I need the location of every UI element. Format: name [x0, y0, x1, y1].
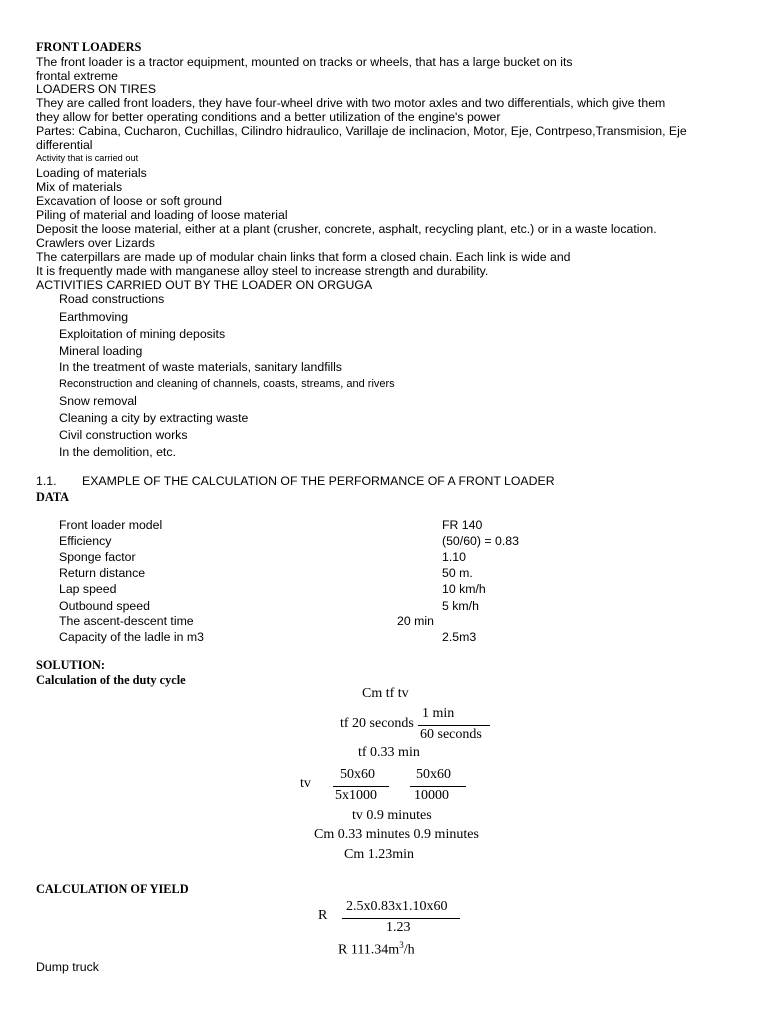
data-row-value: FR 140 [442, 518, 483, 532]
equation-tv-left: tv [300, 776, 311, 791]
orguga-heading: ACTIVITIES CARRIED OUT BY THE LOADER ON ORGUGA [36, 278, 373, 292]
equation-tv-result: tv 0.9 minutes [352, 808, 432, 823]
list-item: Mineral loading [59, 344, 143, 358]
data-row-label: Return distance [59, 566, 146, 580]
equation-yield-left: R [318, 908, 328, 923]
activity-line: Crawlers over Lizards [36, 236, 155, 250]
equation-cm-sum: Cm 0.33 minutes 0.9 minutes [314, 827, 479, 842]
equation-tv-numerator-1: 50x60 [340, 767, 375, 782]
equation-tf-denominator: 60 seconds [420, 727, 482, 742]
data-row-value: 50 m. [442, 566, 473, 580]
list-item: Exploitation of mining deposits [59, 327, 226, 341]
data-row-value: 20 min [397, 614, 434, 628]
list-item: Snow removal [59, 394, 137, 408]
data-row-label: Outbound speed [59, 599, 150, 613]
data-row-label: Efficiency [59, 534, 112, 548]
section-title: EXAMPLE OF THE CALCULATION OF THE PERFORMANCE OF A FRONT LOADER [82, 474, 555, 488]
list-item: Civil construction works [59, 428, 188, 442]
data-row-value: 2.5m3 [442, 630, 477, 644]
equation-tv-denominator-2: 10000 [414, 788, 449, 803]
data-row-label: The ascent-descent time [59, 614, 194, 628]
fraction-bar [333, 786, 389, 787]
equation-yield-result: R $111.34m^3/h$ [338, 940, 415, 958]
intro-line: differential [36, 138, 93, 152]
data-row-value: 1.10 [442, 550, 466, 564]
equation-tf-result: tf 0.33 min [358, 745, 420, 760]
footer-text: Dump truck [36, 960, 99, 974]
subheading-loaders-on-tires: LOADERS ON TIRES [36, 82, 157, 96]
list-item: In the treatment of waste materials, sanitary landfills [59, 360, 342, 374]
activity-line: Piling of material and loading of loose material [36, 208, 288, 222]
fraction-bar [410, 786, 466, 787]
data-row-label: Front loader model [59, 518, 163, 532]
intro-line: they allow for better operating conditions and a better utilization of the engine's power [36, 110, 501, 124]
data-row-label: Capacity of the ladle in m3 [59, 630, 204, 644]
activity-line: It is frequently made with manganese alloy steel to increase strength and durability. [36, 264, 489, 278]
intro-line: They are called front loaders, they have four-wheel drive with two motor axles and two differentials, which give them [36, 96, 666, 110]
intro-line: frontal extreme [36, 69, 119, 83]
activity-line: Excavation of loose or soft ground [36, 194, 222, 208]
list-item: Cleaning a city by extracting waste [59, 411, 249, 425]
fraction-bar [418, 725, 490, 726]
yield-heading: CALCULATION OF YIELD [36, 882, 189, 896]
list-item: Reconstruction and cleaning of channels, coasts, streams, and rivers [59, 378, 395, 390]
equation-cm-definition: Cm tf tv [362, 686, 409, 701]
equation-tf-left: tf 20 seconds [340, 716, 414, 731]
activity-line: Mix of materials [36, 180, 123, 194]
solution-heading: SOLUTION: [36, 658, 106, 672]
activity-small-heading: Activity that is carried out [36, 153, 139, 163]
section-number: 1.1. [36, 474, 57, 488]
equation-cm-result: Cm 1.23min [344, 847, 415, 862]
data-row-value: 10 km/h [442, 582, 486, 596]
activity-line: Loading of materials [36, 166, 147, 180]
equation-tv-numerator-2: 50x60 [416, 767, 451, 782]
fraction-bar [342, 918, 460, 919]
data-row-value: (50/60) = 0.83 [442, 534, 519, 548]
duty-cycle-heading: Calculation of the duty cycle [36, 673, 186, 687]
equation-yield-denominator: 1.23 [386, 920, 411, 935]
data-row-label: Sponge factor [59, 550, 136, 564]
page-title: FRONT LOADERS [36, 40, 142, 54]
list-item: In the demolition, etc. [59, 445, 176, 459]
intro-line: The front loader is a tractor equipment, mounted on tracks or wheels, that has a large bucket on its [36, 55, 573, 69]
list-item: Road constructions [59, 292, 165, 306]
data-row-label: Lap speed [59, 582, 117, 596]
equation-tf-numerator: 1 min [422, 706, 455, 721]
data-row-value: 5 km/h [442, 599, 479, 613]
parts-line: Partes: Cabina, Cucharon, Cuchillas, Cilindro hidraulico, Varillaje de inclinacion, Motor, Eje, Contrpeso,Transmision, Eje [36, 124, 687, 138]
data-heading: DATA [36, 490, 70, 504]
equation-tv-denominator-1: 5x1000 [335, 788, 377, 803]
list-item: Earthmoving [59, 310, 129, 324]
equation-yield-numerator: 2.5x0.83x1.10x60 [346, 899, 448, 914]
activity-line: The caterpillars are made up of modular chain links that form a closed chain. Each link is wide and [36, 250, 571, 264]
activity-line: Deposit the loose material, either at a plant (crusher, concrete, asphalt, recycling plant, etc.) or in a waste location. [36, 222, 657, 236]
